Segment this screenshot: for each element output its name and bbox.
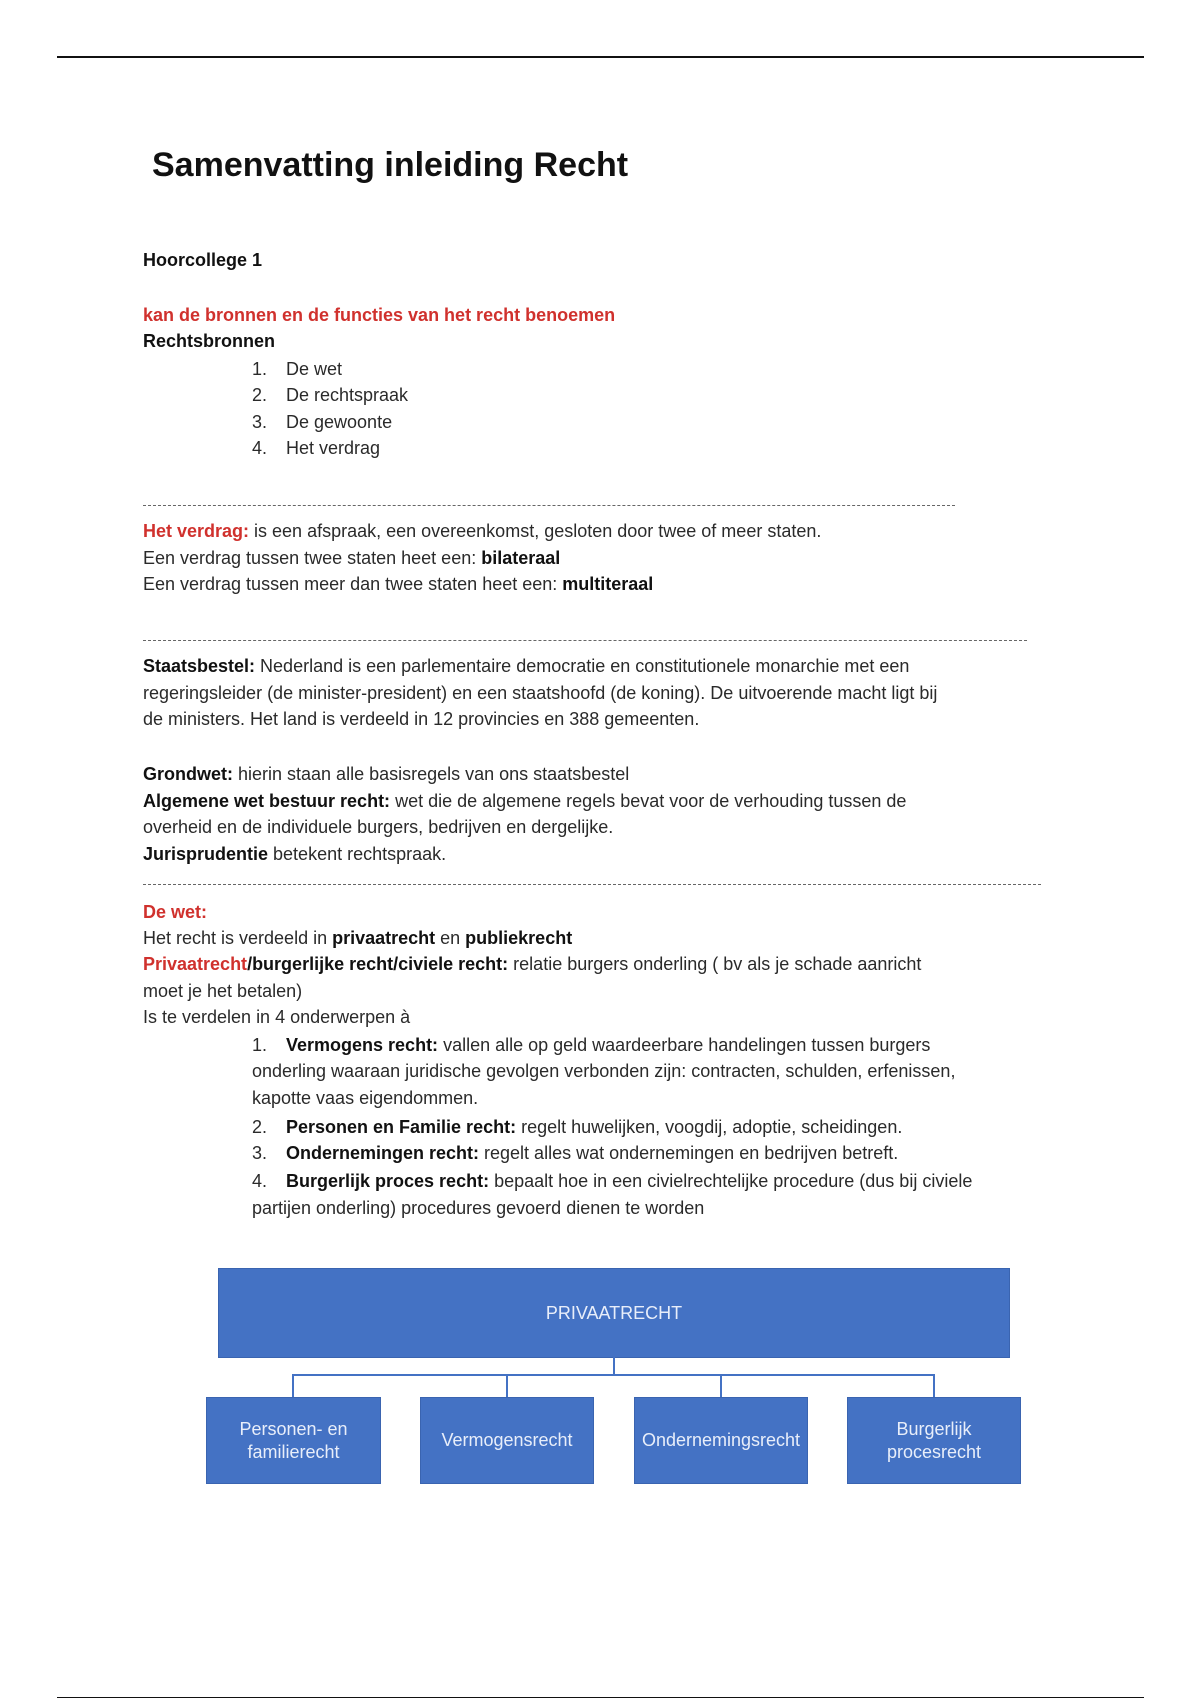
staatsbestel-line: de ministers. Het land is verdeeld in 12 provincies en 388 gemeenten.: [143, 709, 700, 729]
list-item: 1. De wet: [252, 359, 343, 379]
divider: [143, 884, 1041, 885]
staatsbestel-line: regeringsleider (de minister-president) en een staatshoofd (de koning). De uitvoerende macht ligt bij: [143, 683, 938, 703]
divider: [143, 640, 1027, 641]
awb-line: Algemene wet bestuur recht: wet die de algemene regels bevat voor de verhouding tussen de: [143, 791, 907, 811]
wet-heading: De wet:: [143, 902, 208, 922]
diagram-connector: [720, 1374, 722, 1397]
topic-item-line: onderling waaraan juridische gevolgen verbonden zijn: contracten, schulden, erfenissen,: [252, 1061, 956, 1081]
privaatrecht-line: moet je het betalen): [143, 981, 303, 1001]
diagram-child-box: Burgerlijk procesrecht: [847, 1397, 1021, 1484]
diagram-child-box: Personen- en familierecht: [206, 1397, 381, 1484]
topic-item-line: partijen onderling) procedures gevoerd dienen te worden: [252, 1198, 705, 1218]
divider: [143, 505, 955, 506]
list-item: 2. De rechtspraak: [252, 385, 409, 405]
diagram-connector: [292, 1374, 935, 1376]
topic-item-line: kapotte vaas eigendommen.: [252, 1088, 479, 1108]
page-title: Samenvatting inleiding Recht: [152, 146, 629, 184]
topic-item: 4. Burgerlijk proces recht: bepaalt hoe in een civielrechtelijke procedure (dus bij civiele: [252, 1171, 973, 1191]
diagram-connector: [292, 1374, 294, 1397]
sources-heading: Rechtsbronnen: [143, 331, 276, 351]
wet-split-line: Het recht is verdeeld in privaatrecht en publiekrecht: [143, 928, 573, 948]
topic-item: 1. Vermogens recht: vallen alle op geld waardeerbare handelingen tussen burgers: [252, 1035, 931, 1055]
list-item: 4. Het verdrag: [252, 438, 381, 458]
top-rule: [57, 56, 1144, 58]
topic-item: 2. Personen en Familie recht: regelt huwelijken, voogdij, adoptie, scheidingen.: [252, 1117, 903, 1137]
divide-line: Is te verdelen in 4 onderwerpen à: [143, 1007, 411, 1027]
verdrag-multilateral: Een verdrag tussen meer dan twee staten heet een: multiteraal: [143, 574, 654, 594]
diagram-connector: [613, 1356, 615, 1374]
verdrag-bilateral: Een verdrag tussen twee staten heet een: bilateraal: [143, 548, 561, 568]
verdrag-definition: Het verdrag: is een afspraak, een overeenkomst, gesloten door twee of meer staten.: [143, 521, 822, 541]
bottom-rule: [57, 1697, 1144, 1698]
privaatrecht-diagram: [205, 1268, 1025, 1488]
topic-item: 3. Ondernemingen recht: regelt alles wat ondernemingen en bedrijven betreft.: [252, 1143, 899, 1163]
lecture-heading: Hoorcollege 1: [143, 250, 263, 270]
list-item: 3. De gewoonte: [252, 412, 393, 432]
awb-line: overheid en de individuele burgers, bedrijven en dergelijke.: [143, 817, 614, 837]
learning-goal: kan de bronnen en de functies van het recht benoemen: [143, 305, 616, 325]
jurisprudentie-line: Jurisprudentie betekent rechtspraak.: [143, 844, 447, 864]
diagram-child-box: Ondernemingsrecht: [634, 1397, 808, 1484]
diagram-child-box: Vermogensrecht: [420, 1397, 594, 1484]
privaatrecht-line: Privaatrecht/burgerlijke recht/civiele recht: relatie burgers onderling ( bv als je schade aanricht: [143, 954, 922, 974]
diagram-root-box: PRIVAATRECHT: [218, 1268, 1010, 1358]
staatsbestel-line: Staatsbestel: Nederland is een parlementaire democratie en constitutionele monarchie met een: [143, 656, 910, 676]
diagram-connector: [933, 1374, 935, 1397]
grondwet-line: Grondwet: hierin staan alle basisregels van ons staatsbestel: [143, 764, 630, 784]
diagram-connector: [506, 1374, 508, 1397]
